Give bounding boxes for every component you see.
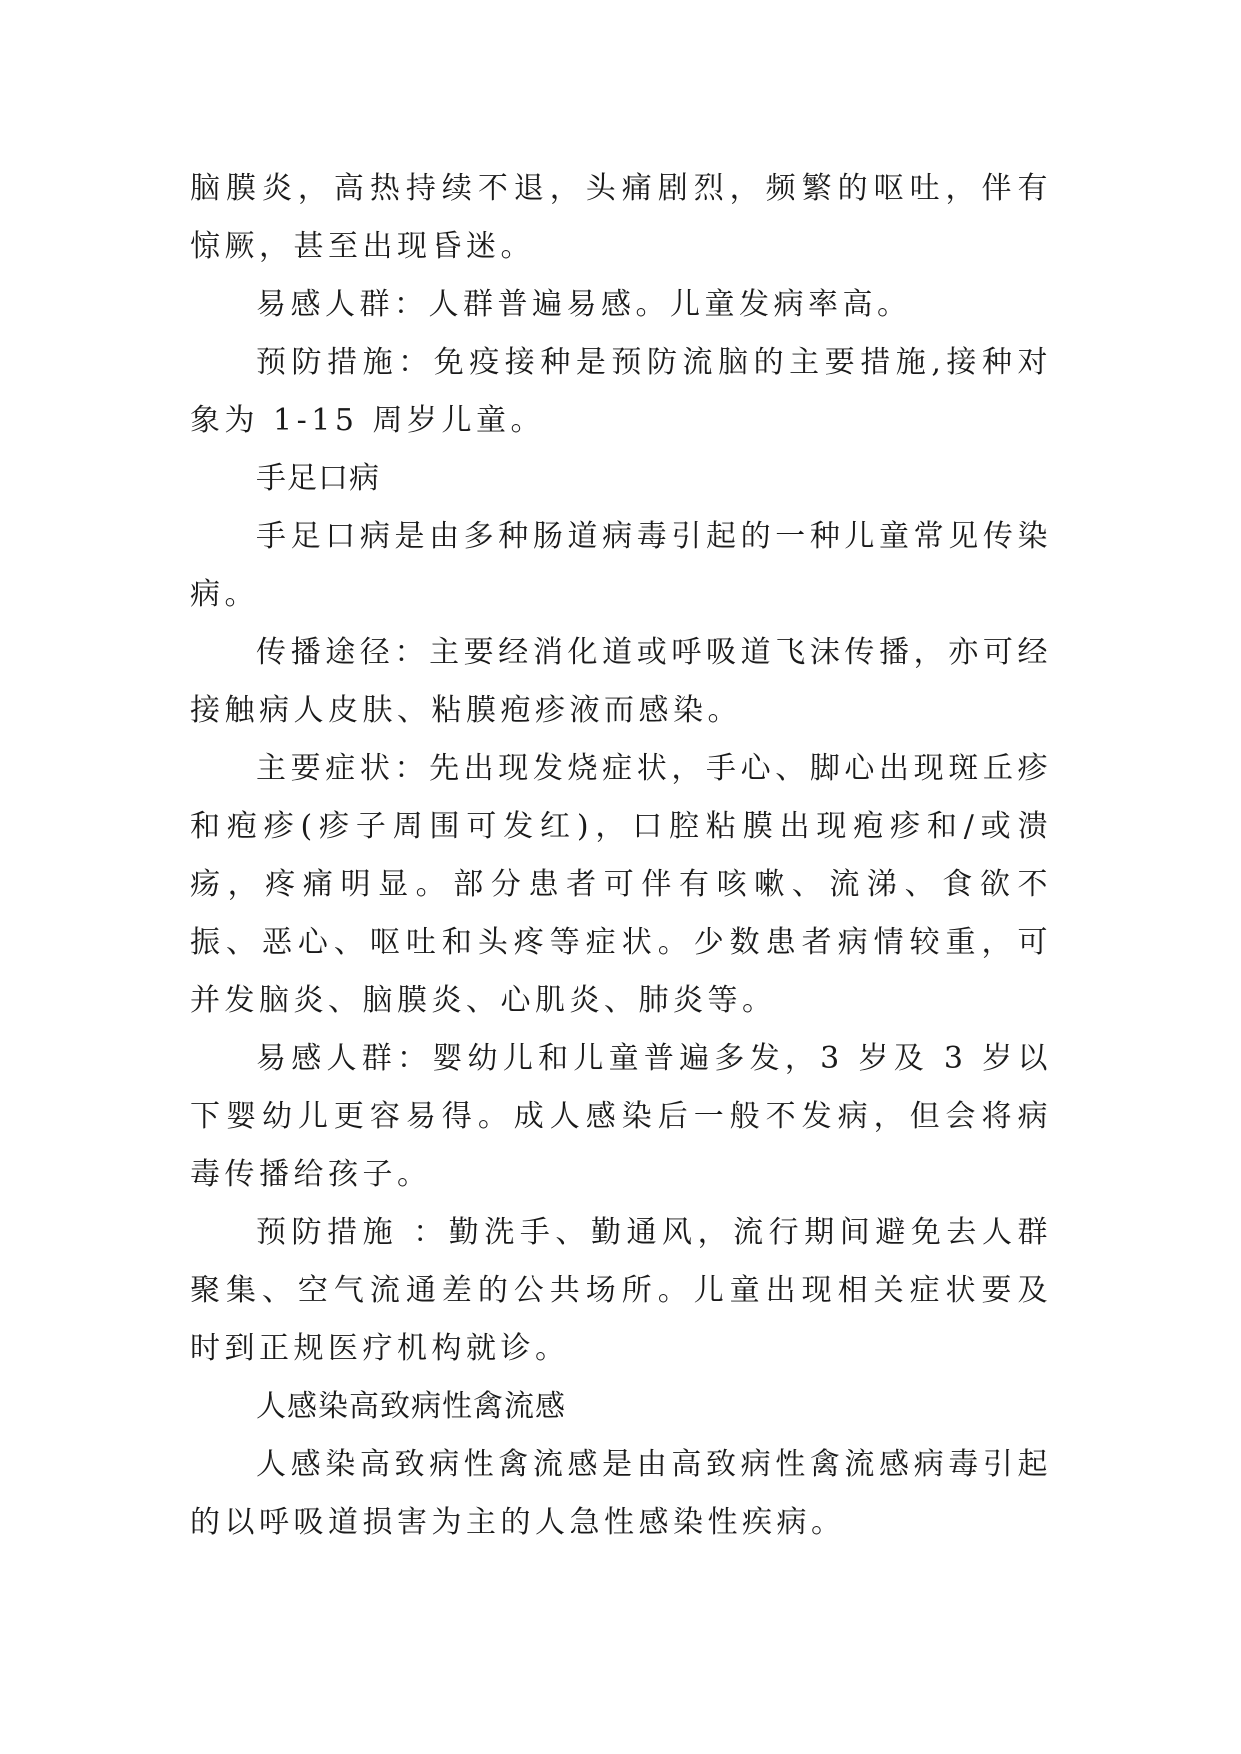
paragraph-meningitis-symptoms-continued: 脑膜炎，高热持续不退，头痛剧烈，频繁的呕吐，伴有惊厥，甚至出现昏迷。: [190, 171, 1052, 264]
paragraph-hfmd-definition: 手足口病是由多种肠道病毒引起的一种儿童常见传染病。: [190, 519, 1052, 612]
paragraph-hfmd-transmission: 传播途径：主要经消化道或呼吸道飞沫传播，亦可经接触病人皮肤、粘膜疱疹液而感染。: [190, 635, 1052, 728]
section-heading-hfmd: 手足口病: [256, 461, 380, 496]
paragraph-meningitis-prevention: 预防措施：免疫接种是预防流脑的主要措施,接种对象为 1-15 周岁儿童。: [190, 345, 1052, 438]
document-body: [190, 160, 1052, 1552]
paragraph-avian-influenza-definition: 人感染高致病性禽流感是由高致病性禽流感病毒引起的以呼吸道损害为主的人急性感染性疾病。: [190, 1447, 1052, 1540]
section-heading-avian-influenza: 人感染高致病性禽流感: [256, 1389, 566, 1424]
paragraph-hfmd-prevention: 预防措施 ：勤洗手、勤通风，流行期间避免去人群聚集、空气流通差的公共场所。儿童出现相关症状要及时到正规医疗机构就诊。: [190, 1215, 1052, 1366]
paragraph-meningitis-susceptible-population: 易感人群：人群普遍易感。儿童发病率高。: [256, 287, 912, 322]
paragraph-hfmd-susceptible-population: 易感人群：婴幼儿和儿童普遍多发，3 岁及 3 岁以下婴幼儿更容易得。成人感染后一般不发病，但会将病毒传播给孩子。: [190, 1041, 1052, 1192]
paragraph-hfmd-symptoms: 主要症状：先出现发烧症状，手心、脚心出现斑丘疹和疱疹(疹子周围可发红)，口腔粘膜出现疱疹和/或溃疡，疼痛明显。部分患者可伴有咳嗽、流涕、食欲不振、恶心、呕吐和头疼等症状。少数患者病情较重，可并发脑炎、脑膜炎、心肌炎、肺炎等。: [190, 751, 1052, 1018]
